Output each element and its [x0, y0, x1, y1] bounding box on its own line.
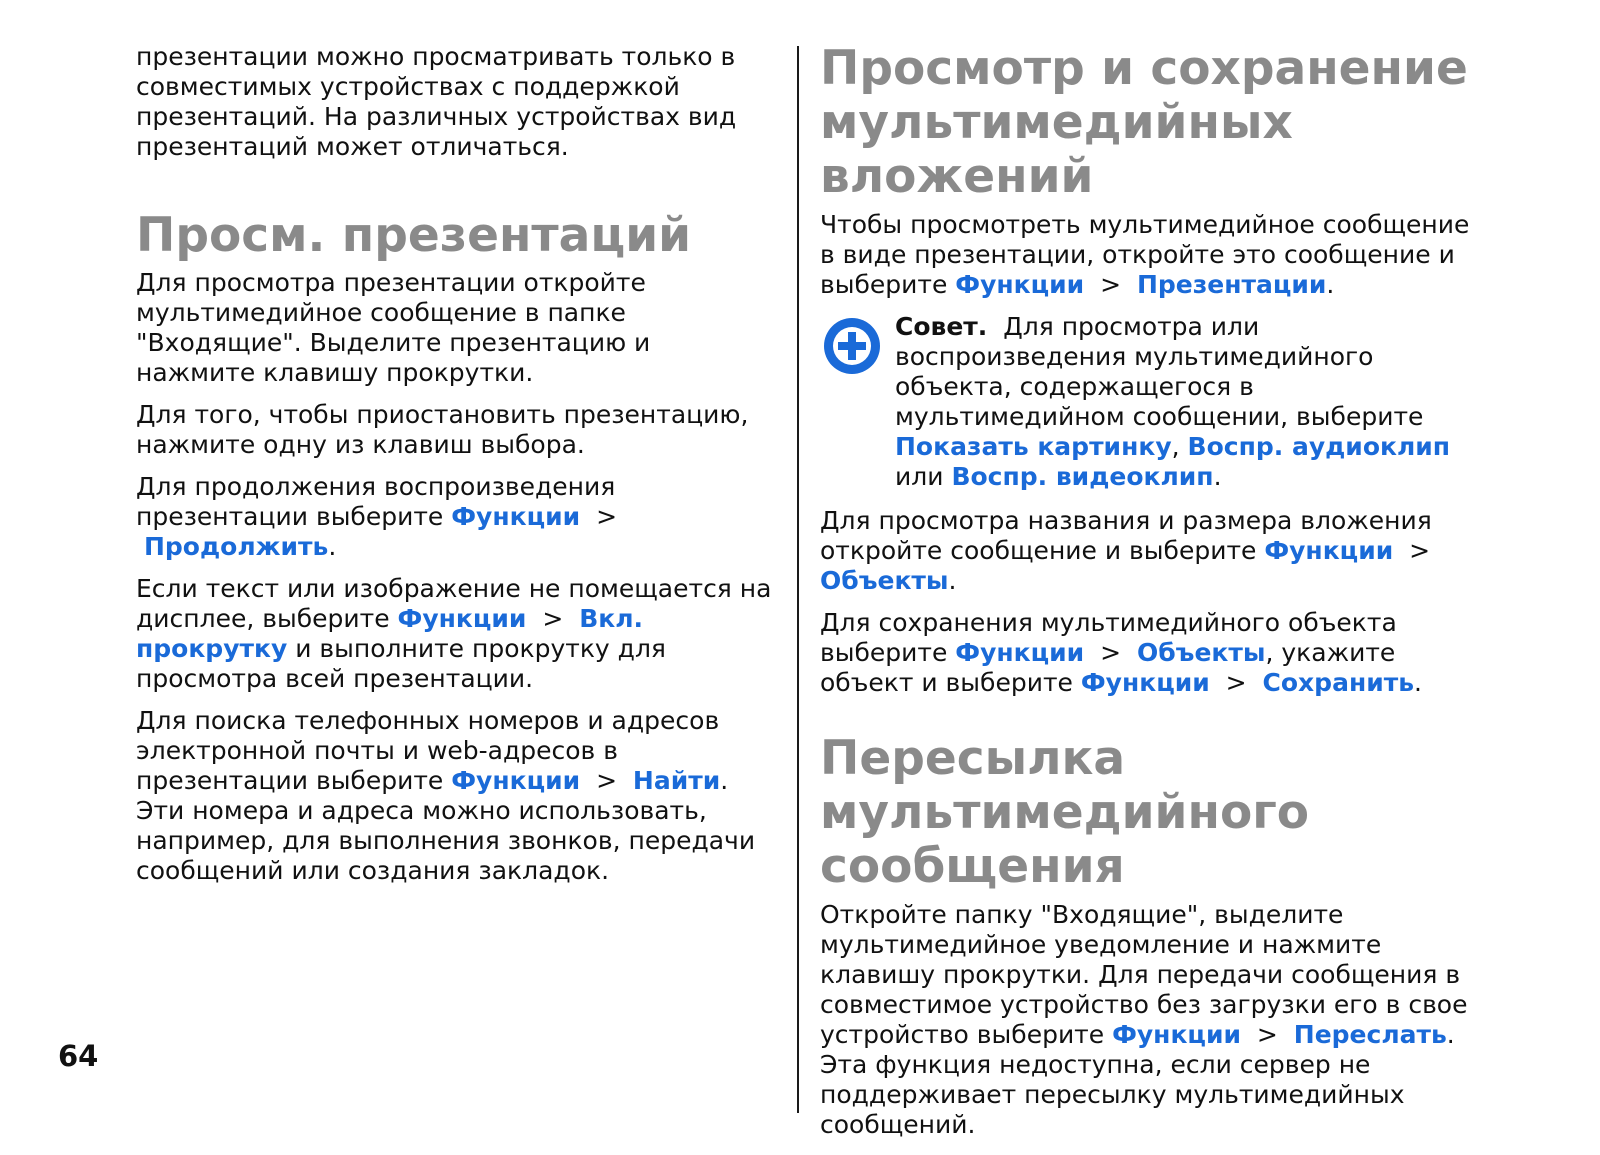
- options-link[interactable]: Функции: [451, 766, 581, 795]
- section-heading-attachments: Просмотр и сохранение мультимедийных вложений: [820, 41, 1468, 204]
- options-link[interactable]: Функции: [1264, 536, 1394, 565]
- objects-link[interactable]: Объекты: [820, 566, 949, 595]
- plus-circle-icon: [822, 316, 882, 376]
- paragraph-continue-presentation: Для продолжения воспроизведения презентации выберите Функции > Продолжить.: [136, 472, 618, 561]
- section-heading-forward: Пересылка мультимедийного сообщения: [820, 731, 1310, 894]
- save-link[interactable]: Сохранить: [1262, 668, 1415, 697]
- options-link[interactable]: Функции: [451, 502, 581, 531]
- page-number: 64: [58, 1039, 99, 1073]
- left-column: [136, 42, 776, 898]
- tip-text: Совет. Для просмотра или воспроизведения мультимедийного объекта, содержащегося в мультимедийном сообщении, выберите Показать картинку, Воспр. аудиоклип или Воспр. видеоклип.: [895, 312, 1451, 491]
- play-video-link[interactable]: Воспр. видеоклип: [951, 462, 1214, 491]
- objects-link[interactable]: Объекты: [1136, 638, 1266, 667]
- paragraph-open-presentation: Для просмотра презентации откройте мультимедийное сообщение в папке "Входящие". Выделите презентацию и нажмите клавишу прокрутки.: [136, 268, 651, 387]
- paragraph-view-as-presentation: Чтобы просмотреть мультимедийное сообщение в виде презентации, откройте это сообщение и выберите Функции > Презентации.: [820, 210, 1470, 299]
- find-link[interactable]: Найти: [632, 766, 721, 795]
- options-link[interactable]: Функции: [955, 270, 1085, 299]
- forward-link[interactable]: Переслать: [1293, 1020, 1447, 1049]
- options-link[interactable]: Функции: [1112, 1020, 1241, 1049]
- paragraph-attachment-info: Для просмотра названия и размера вложения откройте сообщение и выберите Функции > Объекты.: [820, 506, 1432, 595]
- section-heading-presentations: Просм. презентаций: [136, 208, 692, 263]
- enable-scroll-link[interactable]: Вкл. прокрутку: [136, 604, 644, 663]
- options-link[interactable]: Функции: [955, 638, 1085, 667]
- paragraph-forward-message: Откройте папку "Входящие", выделите мультимедийное уведомление и нажмите клавишу прокрутки. Для передачи сообщения в совместимое устройство без загрузки его в свое устройство выберите Функции > Переслать. Эта функция недоступна, если сервер не поддерживает пересылку мультимедийных сообщений.: [820, 900, 1468, 1139]
- paragraph-enable-scroll: Если текст или изображение не помещается на дисплее, выберите Функции > Вкл. прокрутку и выполните прокрутку для просмотра всей презентации.: [136, 574, 772, 693]
- play-audio-link[interactable]: Воспр. аудиоклип: [1187, 432, 1451, 461]
- column-divider: [797, 46, 799, 1113]
- presentation-link[interactable]: Презентации: [1136, 270, 1327, 299]
- tip-title: Совет.: [895, 312, 988, 341]
- paragraph-find-numbers: Для поиска телефонных номеров и адресов электронной почты и web-адресов в презентации выберите Функции > Найти. Эти номера и адреса можно использовать, например, для выполнения звонков, передачи сообщений или создания закладок.: [136, 706, 756, 885]
- paragraph-pause-presentation: Для того, чтобы приостановить презентацию, нажмите одну из клавиш выбора.: [136, 400, 749, 459]
- options-link[interactable]: Функции: [397, 604, 527, 633]
- show-picture-link[interactable]: Показать картинку: [895, 432, 1172, 461]
- tip-box: [820, 312, 1470, 492]
- right-column: [820, 42, 1470, 1152]
- options-link[interactable]: Функции: [1080, 668, 1210, 697]
- paragraph-save-object: Для сохранения мультимедийного объекта выберите Функции > Объекты, укажите объект и выберите Функции > Сохранить.: [820, 608, 1422, 697]
- continue-link[interactable]: Продолжить: [143, 532, 329, 561]
- intro-paragraph: презентации можно просматривать только в совместимых устройствах с поддержкой презентаций. На различных устройствах вид презентаций может отличаться.: [136, 42, 737, 161]
